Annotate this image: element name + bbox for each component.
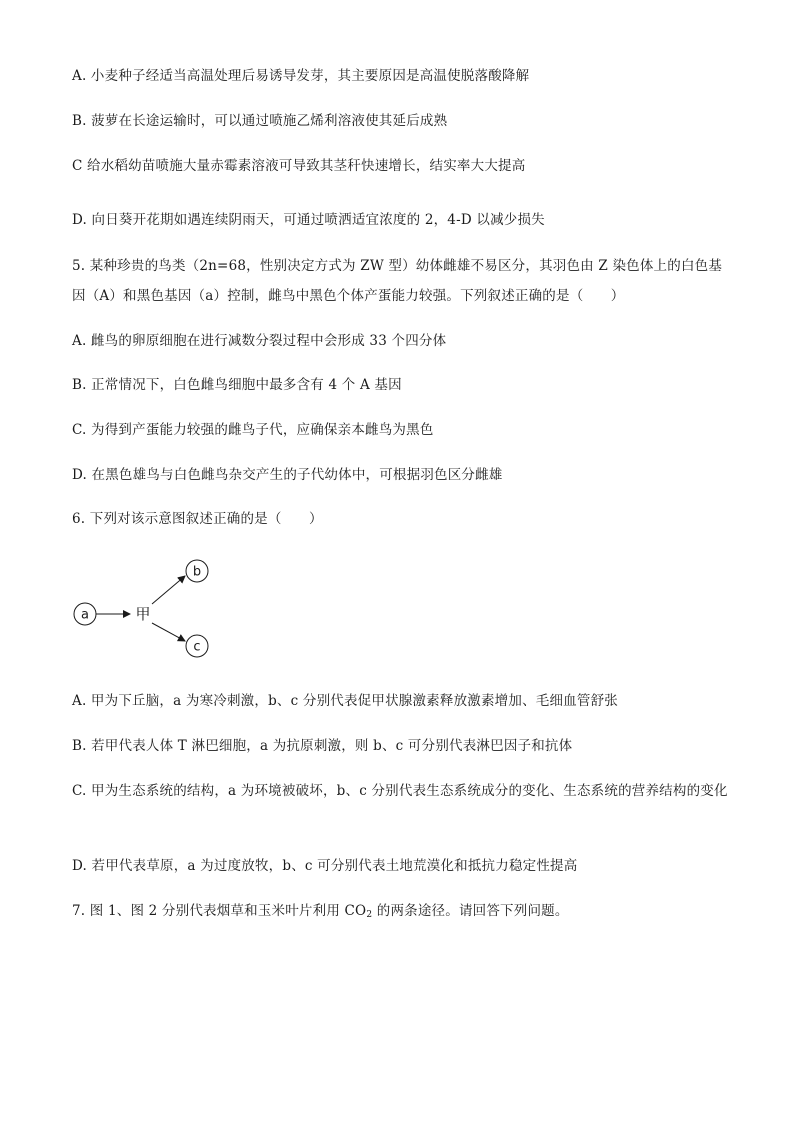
q5-stem-line2: 因（A）和黑色基因（a）控制，雌鸟中黑色个体产蛋能力较强。下列叙述正确的是（ ） [72,288,625,304]
node-b-label: b [192,564,202,580]
q6-option-a: A. 甲为下丘脑，a 为寒冷刺激，b、c 分别代表促甲状腺激素释放激素增加、毛细血管舒张 [72,693,618,709]
node-center-label: 甲 [135,605,151,623]
q4-option-a: A. 小麦种子经适当高温处理后易诱导发芽，其主要原因是高温使脱落酸降解 [72,68,530,84]
q4-option-b: B. 菠萝在长途运输时，可以通过喷施乙烯利溶液使其延后成熟 [72,113,448,129]
arrow-center-to-c [152,623,185,641]
node-c [186,635,208,657]
arrow-center-to-b [152,576,185,604]
q5-stem-line1: 5. 某种珍贵的鸟类（2n=68，性别决定方式为 ZW 型）幼体雌雄不易区分，其羽色由 Z 染色体上的白色基 [72,258,723,274]
q7-stem-after: 的两条途径。请回答下列问题。 [372,903,569,919]
q7-stem-before: 7. 图 1、图 2 分别代表烟草和玉米叶片利用 CO [72,903,367,919]
node-b [186,560,208,582]
q6-option-c: C. 甲为生态系统的结构，a 为环境被破坏，b、c 分别代表生态系统成分的变化、生态系统的营养结构的变化 [72,783,728,799]
q6-option-b: B. 若甲代表人体 T 淋巴细胞，a 为抗原刺激，则 b、c 可分别代表淋巴因子和抗体 [72,738,573,754]
q7-stem-subscript: 2 [366,910,373,920]
node-a-label: a [81,607,89,623]
q5-option-b: B. 正常情况下，白色雌鸟细胞中最多含有 4 个 A 基因 [72,377,402,393]
node-c-label: c [193,639,201,655]
q4-option-c: C 给水稻幼苗喷施大量赤霉素溶液可导致其茎秆快速增长，结实率大大提高 [72,158,526,174]
q5-option-c: C. 为得到产蛋能力较强的雌鸟子代，应确保亲本雌鸟为黑色 [72,422,434,438]
q4-option-d: D. 向日葵开花期如遇连续阴雨天，可通过喷洒适宜浓度的 2，4-D 以减少损失 [72,212,545,228]
node-a [74,603,96,625]
q5-option-a: A. 雌鸟的卵原细胞在进行减数分裂过程中会形成 33 个四分体 [72,333,447,349]
q6-stem: 6. 下列对该示意图叙述正确的是（ ） [72,511,323,527]
q7-stem [72,902,569,920]
q6-diagram [66,552,226,664]
q5-option-d: D. 在黑色雄鸟与白色雌鸟杂交产生的子代幼体中，可根据羽色区分雌雄 [72,467,503,483]
q6-option-d: D. 若甲代表草原，a 为过度放牧，b、c 可分别代表土地荒漠化和抵抗力稳定性提高 [72,858,578,874]
